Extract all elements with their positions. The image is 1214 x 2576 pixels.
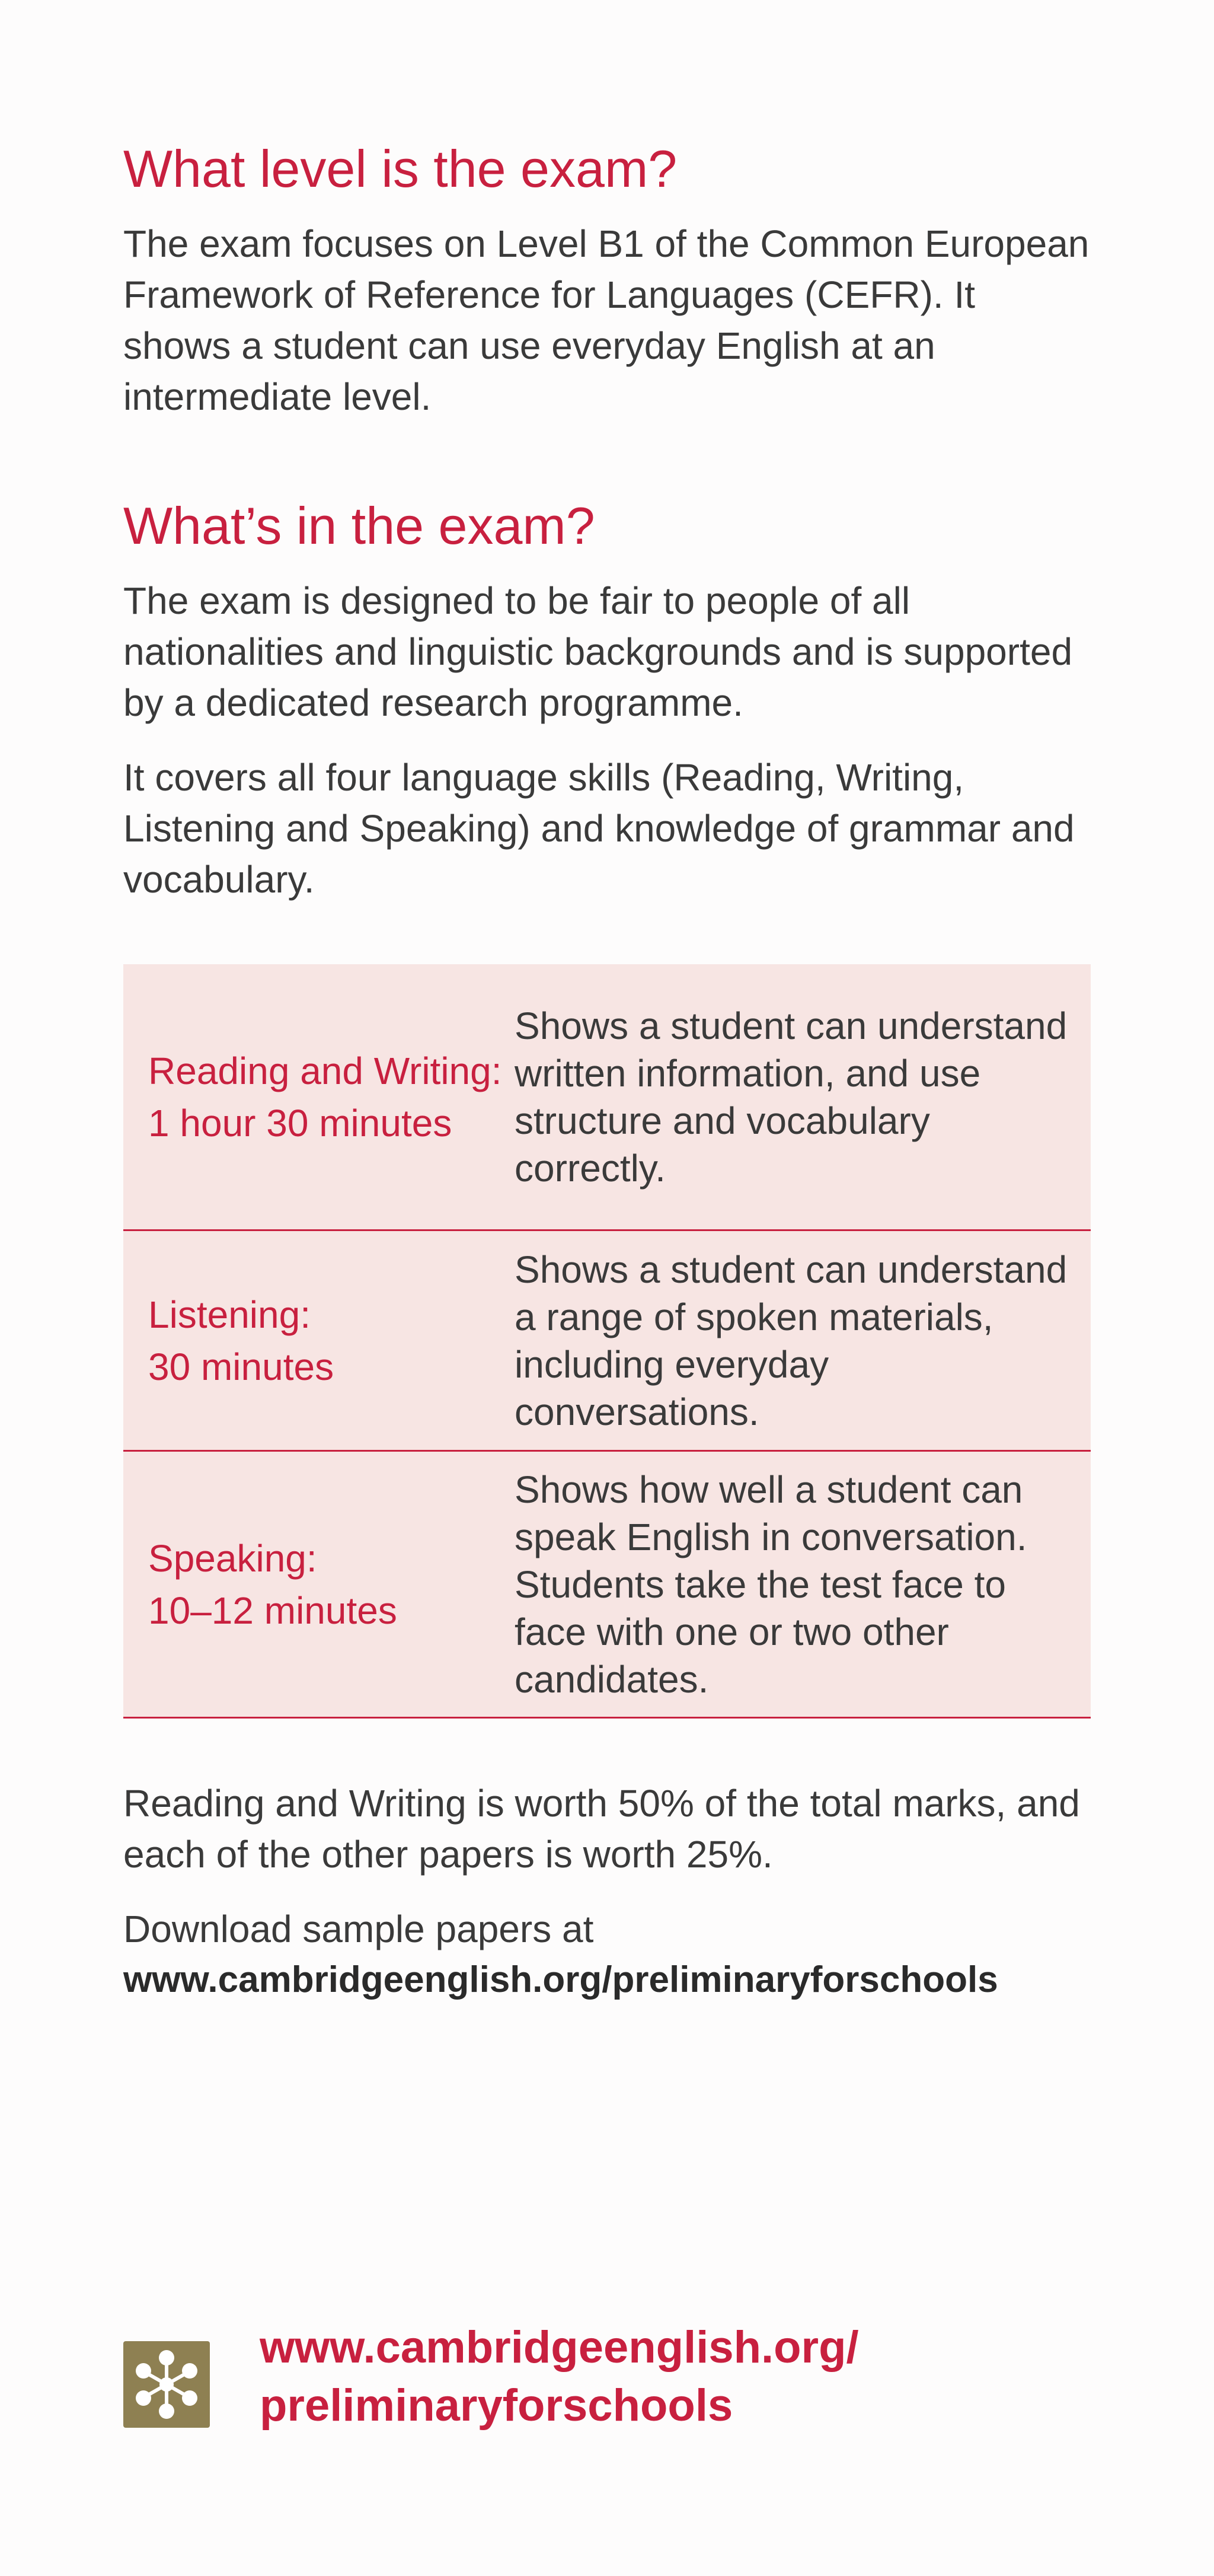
page-content bbox=[123, 136, 1091, 2006]
section-paragraph-fairness: The exam is designed to be fair to people of all nationalities and linguistic backgrounds and is supported by a dedicated research programme. bbox=[123, 579, 1073, 724]
paper-heading bbox=[123, 1532, 515, 1637]
exam-papers-table bbox=[123, 964, 1091, 1719]
footer-url-link[interactable] bbox=[260, 2319, 859, 2435]
marks-note: Reading and Writing is worth 50% of the total marks, and each of the other papers is worth 25%. bbox=[123, 1782, 1080, 1876]
paper-duration: 10–12 minutes bbox=[148, 1589, 397, 1632]
paper-name: Speaking: bbox=[148, 1536, 317, 1580]
footer-url-line1: www.cambridgeenglish.org/ bbox=[260, 2322, 859, 2373]
paper-name: Reading and Writing: bbox=[148, 1049, 502, 1092]
footer bbox=[123, 2319, 859, 2435]
paper-heading bbox=[123, 1289, 515, 1393]
download-label: Download sample papers at bbox=[123, 1908, 594, 1950]
footer-url-line2: preliminaryforschools bbox=[260, 2380, 733, 2431]
paper-row-reading-writing bbox=[123, 964, 1091, 1231]
paper-description: Shows a student can understand a range of spoken materials, including everyday conversations. bbox=[515, 1248, 1068, 1433]
paper-description: Shows how well a student can speak English in conversation. Students take the test face to face with one or two other candidates. bbox=[515, 1468, 1027, 1701]
paper-duration: 30 minutes bbox=[148, 1345, 334, 1388]
download-note bbox=[123, 1904, 1091, 2006]
download-url-link[interactable]: www.cambridgeenglish.org/preliminaryforschools bbox=[123, 1959, 998, 2000]
cambridge-english-logo-icon bbox=[123, 2341, 210, 2428]
paper-row-speaking bbox=[123, 1452, 1091, 1719]
section-paragraph-skills: It covers all four language skills (Reading, Writing, Listening and Speaking) and knowledge of grammar and vocabulary. bbox=[123, 756, 1075, 901]
paper-description: Shows a student can understand written information, and use structure and vocabulary correctly. bbox=[515, 1004, 1068, 1190]
marks-and-download bbox=[123, 1778, 1091, 2006]
section-title-level: What level is the exam? bbox=[123, 139, 678, 198]
section-title-contents: What’s in the exam? bbox=[123, 496, 595, 555]
paper-heading bbox=[123, 1045, 515, 1149]
paper-duration: 1 hour 30 minutes bbox=[148, 1101, 452, 1144]
section-body-level: The exam focuses on Level B1 of the Common European Framework of Reference for Languages (CEFR). It shows a student can use everyday English at an intermediate level. bbox=[123, 222, 1090, 418]
paper-row-listening bbox=[123, 1231, 1091, 1452]
paper-name: Listening: bbox=[148, 1293, 311, 1336]
